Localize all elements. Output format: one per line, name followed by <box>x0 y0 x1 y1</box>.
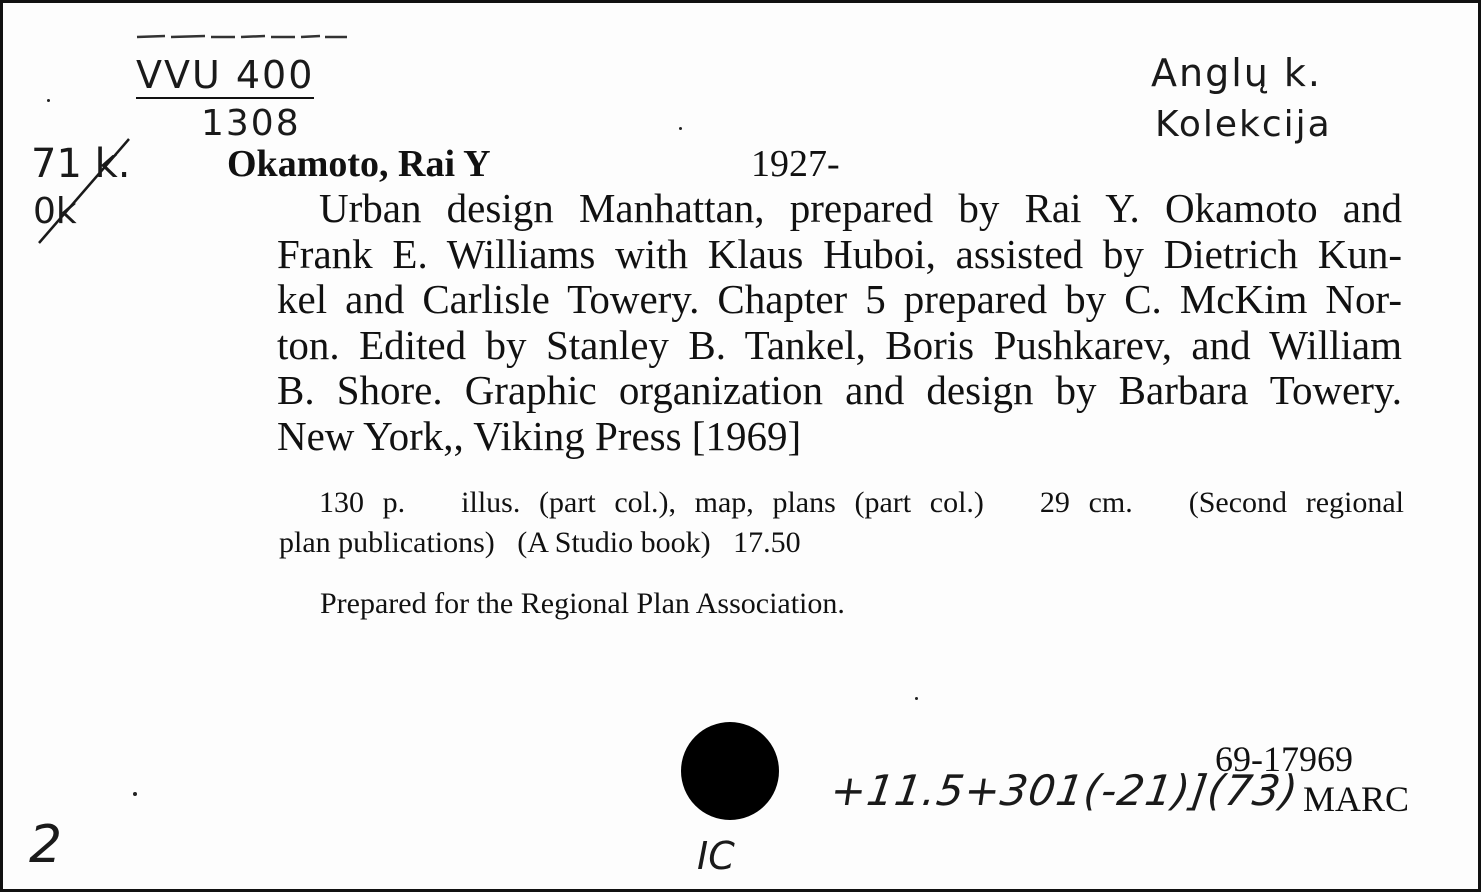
marc-label: MARC <box>1303 779 1410 819</box>
title-line: ton. Edited by Stanley B. Tankel, Boris Pushkarev, and William <box>277 321 1402 368</box>
handwritten-ic: IC <box>697 834 735 878</box>
speck <box>47 99 50 102</box>
collation-line: plan publications) (A Studio book) 17.50 <box>279 526 801 559</box>
call-number-line2: 1308 <box>201 103 301 144</box>
dashed-mark <box>135 33 355 41</box>
speck <box>679 127 682 130</box>
author-heading: Okamoto, Rai Y <box>227 143 491 185</box>
title-line: Frank E. Williams with Klaus Huboi, assisted by Dietrich Kun- <box>277 230 1402 277</box>
note: Prepared for the Regional Plan Association. <box>320 587 845 620</box>
call-number-line1: VVU 400 <box>136 53 315 97</box>
title-line: B. Shore. Graphic organization and design by Barbara Towery. <box>277 367 1402 413</box>
collation-block <box>279 483 1404 563</box>
speck <box>915 697 918 700</box>
title-line: kel and Carlisle Towery. Chapter 5 prepared by C. McKim Nor- <box>277 276 1402 322</box>
speck <box>133 792 137 796</box>
title-line: New York,, Viking Press [1969] <box>277 412 802 459</box>
classification-note: +11.5+301(-21)](73) <box>827 766 1302 815</box>
collection-line1: Anglų k. <box>1151 51 1323 95</box>
collation-line: 130 p. illus. (part col.), map, plans (part col.) 29 cm. (Second regional <box>319 486 1404 519</box>
collection-line2: Kolekcija <box>1155 104 1332 145</box>
punch-hole <box>681 722 779 820</box>
crossed-note-sub: 0k <box>33 191 77 232</box>
author-dates: 1927- <box>751 143 840 185</box>
title-line: Urban design Manhattan, prepared by Rai Y. Okamoto and <box>319 185 1402 231</box>
lc-number: 69-17969 <box>1215 739 1353 779</box>
strike-lines <box>19 131 139 249</box>
crossed-note: 71 k. <box>31 141 131 187</box>
handwritten-number: 2 <box>29 815 63 875</box>
title-block <box>277 186 1402 459</box>
